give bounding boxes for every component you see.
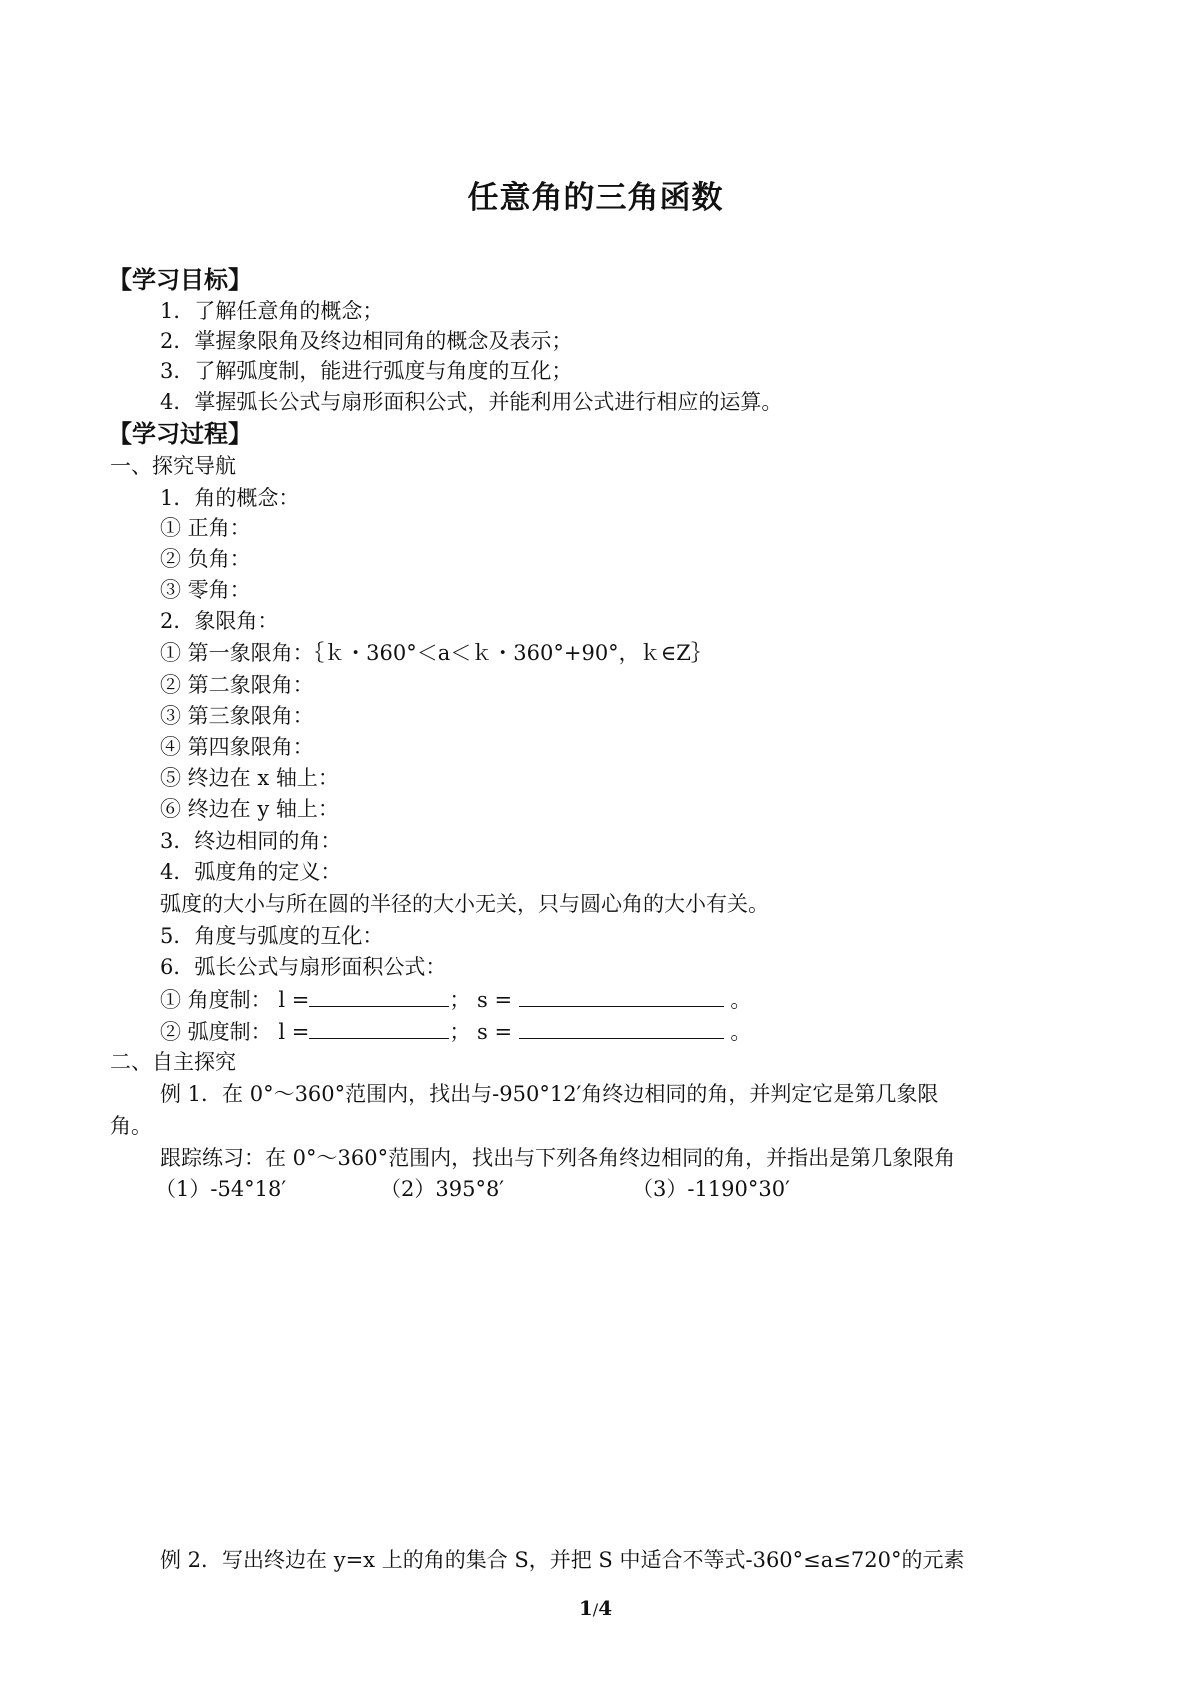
current-page: 1: [578, 1596, 593, 1620]
total-pages: 4: [598, 1596, 613, 1620]
coterminal-angle: 3．终边相同的角：: [160, 829, 342, 853]
separator: ； s =: [449, 1020, 519, 1044]
quadrant-angle: 2．象限角：: [160, 609, 279, 633]
negative-angle: ② 负角：: [160, 547, 251, 571]
example-2: 例 2．写出终边在 y=x 上的角的集合 S，并把 S 中适合不等式-360°≤a≤720°的元素: [160, 1548, 965, 1572]
objective-item-2: 2．掌握象限角及终边相同角的概念及表示；: [160, 329, 573, 353]
radian-note: 弧度的大小与所在圆的半径的大小无关，只与圆心角的大小有关。: [160, 892, 769, 916]
period: 。: [723, 1020, 752, 1044]
process-heading: 【学习过程】: [108, 420, 252, 448]
practice-item-2: （2）395°8′: [380, 1177, 505, 1201]
area-blank-radian[interactable]: [519, 1016, 724, 1039]
separator: ； s =: [449, 988, 519, 1012]
y-axis-terminal: ⑥ 终边在 y 轴上：: [160, 797, 339, 821]
objective-item-1: 1．了解任意角的概念；: [160, 299, 384, 323]
zero-angle: ③ 零角：: [160, 578, 251, 602]
period: 。: [723, 988, 752, 1012]
page-number: [0, 1596, 1191, 1620]
section-1-title: 一、探究导航: [110, 454, 236, 478]
practice-item-1: （1）-54°18′: [155, 1177, 287, 1201]
first-quadrant: ① 第一象限角：｛ｋ・360°＜a＜ｋ・360°+90°，ｋ∈Z｝: [160, 641, 712, 665]
degree-radian-conversion: 5．角度与弧度的互化：: [160, 924, 384, 948]
x-axis-terminal: ⑤ 终边在 x 轴上：: [160, 766, 339, 790]
objective-item-3: 3．了解弧度制，能进行弧度与角度的互化；: [160, 359, 573, 383]
objectives-heading: 【学习目标】: [108, 266, 252, 294]
angle-concept: 1．角的概念：: [160, 486, 300, 510]
fourth-quadrant: ④ 第四象限角：: [160, 735, 314, 759]
second-quadrant: ② 第二象限角：: [160, 673, 314, 697]
degree-label: ① 角度制： l =: [160, 988, 310, 1012]
third-quadrant: ③ 第三象限角：: [160, 704, 314, 728]
radian-label: ② 弧度制： l =: [160, 1020, 310, 1044]
section-2-title: 二、自主探究: [110, 1050, 236, 1074]
example-1-line-1: 例 1．在 0°～360°范围内，找出与-950°12′角终边相同的角，并判定它是第几象限: [160, 1082, 939, 1106]
area-blank-degree[interactable]: [519, 984, 724, 1007]
radian-formula-row: [160, 1016, 751, 1046]
arc-length-blank-degree[interactable]: [309, 984, 449, 1007]
radian-definition: 4．弧度角的定义：: [160, 860, 342, 884]
degree-formula-row: [160, 984, 751, 1014]
practice-instruction: 跟踪练习：在 0°～360°范围内，找出与下列各角终边相同的角，并指出是第几象限角: [160, 1146, 956, 1170]
arc-length-blank-radian[interactable]: [309, 1016, 449, 1039]
page-title: 任意角的三角函数: [467, 180, 724, 216]
example-1-line-2: 角。: [110, 1114, 152, 1138]
practice-item-3: （3）-1190°30′: [632, 1177, 790, 1201]
formulas-heading: 6．弧长公式与扇形面积公式：: [160, 955, 447, 979]
objective-item-4: 4．掌握弧长公式与扇形面积公式，并能利用公式进行相应的运算。: [160, 390, 783, 414]
positive-angle: ① 正角：: [160, 516, 251, 540]
page-slash: /: [592, 1600, 599, 1619]
